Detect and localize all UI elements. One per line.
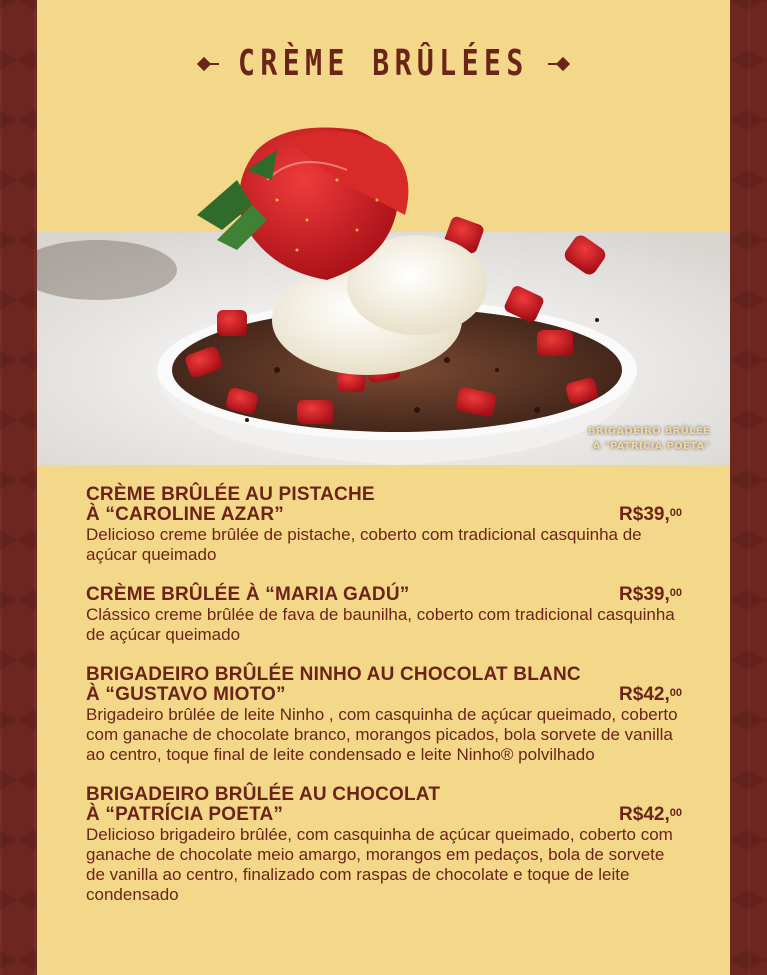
price-main: R$42, xyxy=(619,684,670,705)
menu-item-name-line2: À “GUSTAVO MIOTO” xyxy=(86,684,286,705)
price-main: R$42, xyxy=(619,804,670,825)
left-diamond-ornament-icon xyxy=(199,59,219,69)
menu-item xyxy=(86,585,686,645)
menu-item-name-line1: CRÈME BRÛLÉE À “MARIA GADÚ” xyxy=(86,584,410,605)
menu-item-name xyxy=(86,585,631,605)
menu-item xyxy=(86,785,686,905)
dessert-illustration xyxy=(37,120,730,465)
price-cents: 00 xyxy=(669,507,682,519)
menu-item-name xyxy=(86,665,686,705)
menu-item-name-line2: À “CAROLINE AZAR” xyxy=(86,504,284,525)
menu-item-description: Delicioso brigadeiro brûlée, com casquinha de açúcar queimado, coberto com ganache de chocolate meio amargo, morangos em pedaços, bola de sorvete de vanilla ao centro, finalizado com raspas de chocolate e toque de leite condensado xyxy=(86,825,673,904)
dessert-photo xyxy=(37,232,730,465)
menu-item xyxy=(86,485,686,565)
menu-items-list xyxy=(86,485,686,925)
photo-caption-line1: BRIGADEIRO BRÛLÉE xyxy=(587,426,710,437)
menu-item xyxy=(86,665,686,765)
menu-item-description: Delicioso creme brûlée de pistache, coberto com tradicional casquinha de açúcar queimado xyxy=(86,525,642,564)
page-title-row xyxy=(37,40,730,88)
price-cents: 00 xyxy=(669,587,682,599)
price-main: R$39, xyxy=(619,584,670,605)
menu-item-name xyxy=(86,485,631,525)
photo-caption-line2: À "PATRÍCIA POETA" xyxy=(592,441,710,452)
page-title: CRÈME BRÛLÉES xyxy=(238,43,529,84)
menu-item-name xyxy=(86,785,631,825)
menu-item-description: Clássico creme brûlée de fava de baunilha, coberto com tradicional casquinha de açúcar queimado xyxy=(86,605,675,644)
menu-item-price xyxy=(619,585,682,605)
photo-caption xyxy=(588,424,710,454)
menu-item-description: Brigadeiro brûlée de leite Ninho , com casquinha de açúcar queimado, coberto com ganache de chocolate branco, morangos picados, bola sorvete de vanilla ao centro, toque final de leite condensado e leite Ninho® polvilhado xyxy=(86,705,678,764)
menu-item-name-line1: CRÈME BRÛLÉE AU PISTACHE xyxy=(86,484,375,505)
price-cents: 00 xyxy=(669,807,682,819)
price-cents: 00 xyxy=(669,687,682,699)
menu-item-name-line1: BRIGADEIRO BRÛLÉE NINHO AU CHOCOLAT BLANC xyxy=(86,664,581,685)
menu-item-price xyxy=(619,685,682,705)
menu-item-price xyxy=(619,505,682,525)
menu-item-price xyxy=(619,805,682,825)
right-diamond-ornament-icon xyxy=(548,59,568,69)
price-main: R$39, xyxy=(619,504,670,525)
menu-item-name-line1: BRIGADEIRO BRÛLÉE AU CHOCOLAT xyxy=(86,784,441,805)
menu-item-name-line2: À “PATRÍCIA POETA” xyxy=(86,804,284,825)
